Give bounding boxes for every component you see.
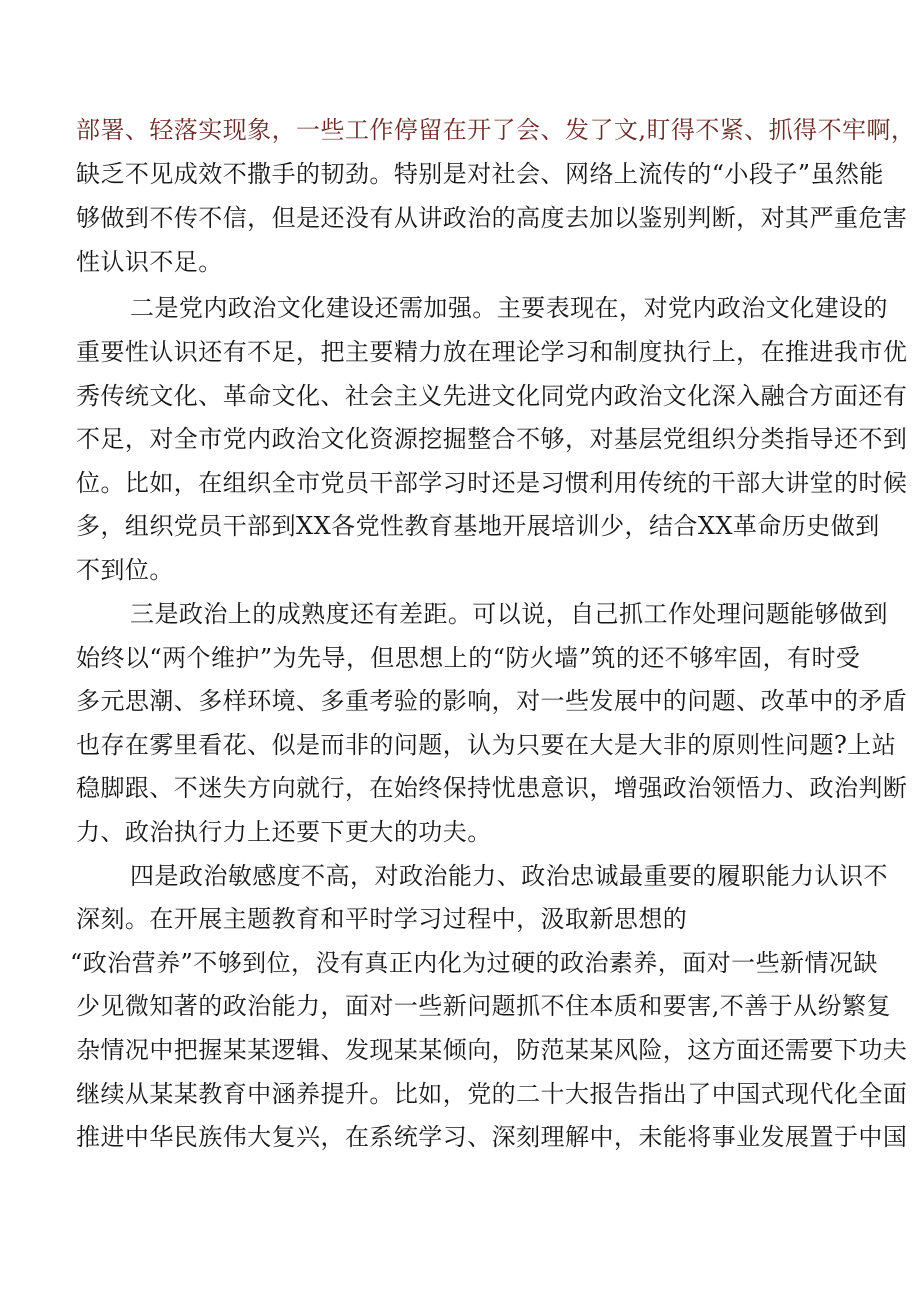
text-line: 不到位。 xyxy=(76,556,174,584)
text-line: 继续从某某教育中涵养提升。比如，党的二十大报告指出了中国式现代化全面 xyxy=(76,1080,908,1108)
text-line: 力、政治执行力上还要下更大的功夫。 xyxy=(76,818,492,846)
paragraph-start-line: 三是政治上的成熟度还有差距。可以说，自己抓工作处理问题能够做到 xyxy=(130,600,888,628)
text-line: 杂情况中把握某某逻辑、发现某某倾向，防范某某风险，这方面还需要下功夫 xyxy=(76,1036,908,1064)
text-line: 不足，对全市党内政治文化资源挖掘整合不够，对基层党组织分类指导还不到 xyxy=(76,425,908,453)
text-line: 性认识不足。 xyxy=(76,248,223,276)
text-line: 也存在雾里看花、似是而非的问题，认为只要在大是大非的原则性问题?上站 xyxy=(76,731,897,759)
text-line: 推进中华民族伟大复兴，在系统学习、深刻理解中，未能将事业发展置于中国 xyxy=(76,1123,908,1151)
text-line: 少见微知著的政治能力，面对一些新问题抓不住本质和要害,不善于从纷繁复 xyxy=(76,992,891,1020)
text-line: 稳脚跟、不迷失方向就行，在始终保持忧患意识，增强政治领悟力、政治判断 xyxy=(76,774,908,802)
text-line: 部署、轻落实现象，一些工作停留在开了会、发了文,盯得不紧、抓得不牢啊， xyxy=(76,116,916,144)
text-line: 位。比如，在组织全市党员干部学习时还是习惯利用传统的干部大讲堂的时候 xyxy=(76,469,908,497)
text-line: 够做到不传不信，但是还没有从讲政治的高度去加以鉴别判断，对其严重危害 xyxy=(76,204,908,232)
text-line: 深刻。在开展主题教育和平时学习过程中，汲取新思想的 xyxy=(76,905,688,933)
text-line: 始终以“两个维护”为先导，但思想上的“防火墙”筑的还不够牢固，有时受 xyxy=(76,644,861,672)
text-line: 多元思潮、多样环境、多重考验的影响，对一些发展中的问题、改革中的矛盾 xyxy=(76,687,908,715)
paragraph-start-line: 二是党内政治文化建设还需加强。主要表现在，对党内政治文化建设的 xyxy=(130,294,888,322)
text-line: 秀传统文化、革命文化、社会主义先进文化同党内政治文化深入融合方面还有 xyxy=(76,382,908,410)
text-line: 缺乏不见成效不撒手的韧劲。特别是对社会、网络上流传的“小段子”虽然能 xyxy=(76,160,884,188)
text-line: “政治营养”不够到位，没有真正内化为过硬的政治素养，面对一些新情况缺 xyxy=(70,949,878,977)
text-line: 多，组织党员干部到XX各党性教育基地开展培训少，结合XX革命历史做到 xyxy=(76,512,880,540)
text-line: 重要性认识还有不足，把主要精力放在理论学习和制度执行上，在推进我市优 xyxy=(76,338,908,366)
paragraph-start-line: 四是政治敏感度不高，对政治能力、政治忠诚最重要的履职能力认识不 xyxy=(130,862,888,890)
